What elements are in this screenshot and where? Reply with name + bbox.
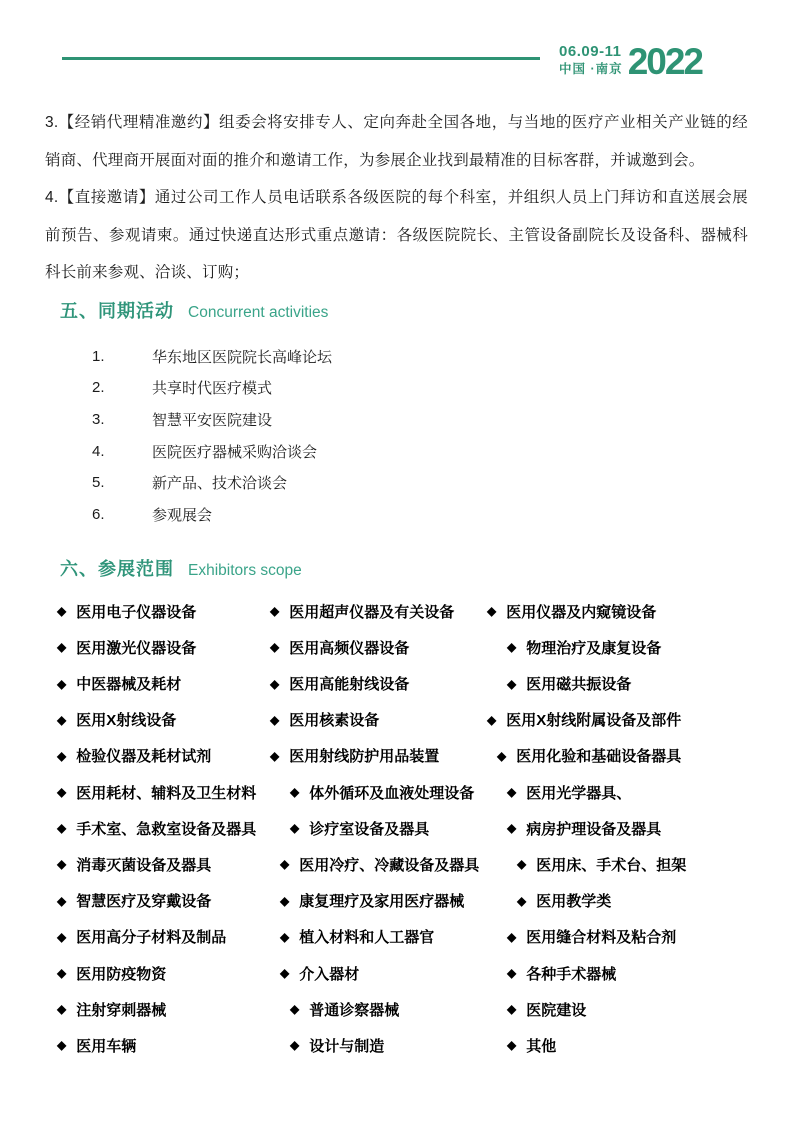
exhibit-label: 介入器材: [299, 965, 360, 983]
diamond-bullet-icon: ◆: [487, 712, 497, 727]
activity-label: 参观展会: [152, 506, 213, 524]
activity-item: [45, 435, 748, 467]
exhibit-label: 医用冷疗、冷藏设备及器具: [299, 856, 480, 874]
paragraph-distributor-invitation: 3.【经销代理精准邀约】组委会将安排专人、定向奔赴全国各地，与当地的医疗产业相关产业链的经销商、代理商开展面对面的推介和邀请工作，为参展企业找到最精准的目标客群，并诚邀到会。: [45, 114, 748, 169]
diamond-bullet-icon: ◆: [280, 929, 290, 944]
exhibit-item: [45, 593, 260, 629]
diamond-bullet-icon: ◆: [280, 857, 290, 872]
exhibit-item: [480, 810, 748, 846]
exhibit-item: [480, 991, 748, 1027]
diamond-bullet-icon: ◆: [270, 748, 280, 763]
exhibit-item: [260, 593, 480, 629]
diamond-bullet-icon: ◆: [280, 966, 290, 981]
exhibit-item: [260, 846, 480, 882]
exhibit-label: 诊疗室设备及器具: [309, 820, 430, 838]
exhibit-item: [45, 1027, 260, 1063]
activity-label: 共享时代医疗模式: [152, 380, 273, 398]
exhibit-item: [260, 1027, 480, 1063]
exhibit-item: [480, 702, 748, 738]
diamond-bullet-icon: ◆: [517, 857, 527, 872]
exhibit-label: 医用车辆: [76, 1037, 137, 1055]
exhibit-item: [480, 1027, 748, 1063]
exhibit-label: 植入材料和人工器官: [299, 929, 435, 947]
diamond-bullet-icon: ◆: [497, 748, 507, 763]
exhibit-item: [260, 774, 480, 810]
exhibit-label: 设计与制造: [309, 1037, 385, 1055]
exhibitors-grid: [45, 593, 748, 1063]
exhibit-label: 医用X射线设备: [76, 712, 177, 730]
exhibit-item: [45, 919, 260, 955]
diamond-bullet-icon: ◆: [290, 785, 300, 800]
activity-item: [45, 498, 748, 530]
exhibit-label: 智慧医疗及穿戴设备: [76, 893, 212, 911]
activity-number: 5.: [92, 474, 105, 492]
diamond-bullet-icon: ◆: [507, 640, 517, 655]
exhibit-item: [480, 593, 748, 629]
exhibit-label: 消毒灭菌设备及器具: [76, 856, 212, 874]
exhibit-label: 医用超声仪器及有关设备: [289, 603, 455, 621]
exhibit-label: 物理治疗及康复设备: [526, 639, 662, 657]
diamond-bullet-icon: ◆: [507, 821, 517, 836]
exhibit-label: 医用X射线附属设备及部件: [506, 712, 682, 730]
diamond-bullet-icon: ◆: [290, 1002, 300, 1017]
section-exhibitors-scope-heading: [60, 556, 748, 584]
diamond-bullet-icon: ◆: [290, 1038, 300, 1053]
exhibit-item: [45, 665, 260, 701]
activity-label: 医院医疗器械采购洽谈会: [152, 443, 318, 461]
diamond-bullet-icon: ◆: [507, 676, 517, 691]
diamond-bullet-icon: ◆: [57, 1002, 67, 1017]
exhibit-label: 医用化验和基础设备器具: [516, 748, 682, 766]
exhibit-item: [260, 702, 480, 738]
activity-number: 4.: [92, 442, 105, 460]
exhibit-item: [480, 665, 748, 701]
exhibit-item: [260, 991, 480, 1027]
section5-title-zh: 五、同期活动: [60, 300, 174, 321]
concurrent-activities-list: [45, 341, 748, 531]
exhibit-label: 各种手术器械: [526, 965, 617, 983]
exhibit-item: [260, 919, 480, 955]
activity-label: 新产品、技术洽谈会: [152, 475, 288, 493]
exhibit-item: [45, 883, 260, 919]
diamond-bullet-icon: ◆: [57, 712, 67, 727]
exhibit-label: 注射穿刺器械: [76, 1001, 167, 1019]
activity-number: 6.: [92, 505, 105, 523]
exhibit-label: 医用激光仪器设备: [76, 639, 197, 657]
diamond-bullet-icon: ◆: [517, 893, 527, 908]
diamond-bullet-icon: ◆: [57, 893, 67, 908]
activity-label: 华东地区医院院长高峰论坛: [152, 348, 333, 366]
exhibit-item: [45, 955, 260, 991]
exhibit-item: [260, 738, 480, 774]
section6-title-zh: 六、参展范围: [60, 559, 174, 580]
exhibit-item: [45, 846, 260, 882]
exhibit-item: [45, 810, 260, 846]
exhibit-label: 医用高频仪器设备: [289, 639, 410, 657]
diamond-bullet-icon: ◆: [57, 1038, 67, 1053]
exhibit-label: 医院建设: [526, 1001, 587, 1019]
event-year: 2022: [627, 41, 702, 82]
exhibit-label: 医用射线防护用品装置: [289, 748, 440, 766]
event-date: 06.09-11: [559, 43, 622, 60]
exhibit-label: 医用耗材、辅料及卫生材料: [76, 784, 257, 802]
diamond-bullet-icon: ◆: [280, 893, 290, 908]
exhibit-item: [45, 629, 260, 665]
exhibit-item: [480, 629, 748, 665]
exhibit-label: 医用缝合材料及粘合剂: [526, 929, 677, 947]
exhibit-item: [480, 955, 748, 991]
diamond-bullet-icon: ◆: [487, 604, 497, 619]
exhibit-item: [45, 774, 260, 810]
diamond-bullet-icon: ◆: [57, 857, 67, 872]
exhibit-label: 医用核素设备: [289, 712, 380, 730]
exhibit-item: [260, 665, 480, 701]
exhibit-item: [480, 774, 748, 810]
exhibit-label: 康复理疗及家用医疗器械: [299, 893, 465, 911]
exhibit-label: 医用磁共振设备: [526, 676, 632, 694]
exhibit-item: [260, 955, 480, 991]
exhibit-label: 手术室、急救室设备及器具: [76, 820, 257, 838]
diamond-bullet-icon: ◆: [507, 785, 517, 800]
exhibit-item: [45, 738, 260, 774]
activity-number: 2.: [92, 379, 105, 397]
exhibit-label: 中医器械及耗材: [76, 676, 182, 694]
exhibit-label: 医用床、手术台、担架: [536, 856, 687, 874]
diamond-bullet-icon: ◆: [57, 640, 67, 655]
exhibit-label: 医用电子仪器设备: [76, 603, 197, 621]
exhibit-item: [260, 629, 480, 665]
diamond-bullet-icon: ◆: [270, 676, 280, 691]
diamond-bullet-icon: ◆: [290, 821, 300, 836]
activity-number: 3.: [92, 410, 105, 428]
event-logo: [559, 41, 702, 82]
diamond-bullet-icon: ◆: [57, 821, 67, 836]
diamond-bullet-icon: ◆: [57, 676, 67, 691]
event-location: 中国 ·南京: [559, 62, 623, 76]
paragraph-direct-invitation: 4.【直接邀请】通过公司工作人员电话联系各级医院的每个科室，并组织人员上门拜访和直送展会展前预告、参观请柬。通过快递直达形式重点邀请：各级医院院长、主管设备副院长及设备科、器械科科长前来参观、洽谈、订购；: [45, 189, 748, 281]
exhibit-label: 医用光学器具、: [526, 784, 632, 802]
diamond-bullet-icon: ◆: [507, 1038, 517, 1053]
diamond-bullet-icon: ◆: [270, 712, 280, 727]
exhibit-label: 普通诊察器械: [309, 1001, 400, 1019]
exhibit-label: 检验仪器及耗材试剂: [76, 748, 212, 766]
exhibit-item: [480, 883, 748, 919]
diamond-bullet-icon: ◆: [57, 929, 67, 944]
activity-number: 1.: [92, 347, 105, 365]
diamond-bullet-icon: ◆: [270, 640, 280, 655]
diamond-bullet-icon: ◆: [507, 1002, 517, 1017]
event-logo-text: [559, 44, 623, 77]
section-concurrent-activities-heading: [60, 298, 748, 326]
diamond-bullet-icon: ◆: [507, 966, 517, 981]
section5-title-en: Concurrent activities: [188, 303, 329, 321]
exhibit-label: 体外循环及血液处理设备: [309, 784, 475, 802]
diamond-bullet-icon: ◆: [57, 785, 67, 800]
exhibit-item: [260, 810, 480, 846]
exhibit-item: [45, 991, 260, 1027]
diamond-bullet-icon: ◆: [270, 604, 280, 619]
exhibit-label: 其他: [526, 1037, 557, 1055]
activity-item: [45, 404, 748, 436]
diamond-bullet-icon: ◆: [57, 748, 67, 763]
exhibit-item: [480, 846, 748, 882]
exhibit-item: [45, 702, 260, 738]
exhibit-label: 医用仪器及内窥镜设备: [506, 603, 657, 621]
activity-item: [45, 467, 748, 499]
diamond-bullet-icon: ◆: [57, 966, 67, 981]
exhibit-item: [260, 883, 480, 919]
exhibit-item: [480, 919, 748, 955]
diamond-bullet-icon: ◆: [57, 604, 67, 619]
exhibit-label: 病房护理设备及器具: [526, 820, 662, 838]
exhibit-label: 医用防疫物资: [76, 965, 167, 983]
activity-label: 智慧平安医院建设: [152, 411, 273, 429]
section6-title-en: Exhibitors scope: [188, 562, 302, 580]
diamond-bullet-icon: ◆: [507, 929, 517, 944]
activity-item: [45, 372, 748, 404]
exhibit-item: [480, 738, 748, 774]
header-double-rule: [62, 57, 540, 60]
exhibit-label: 医用高能射线设备: [289, 676, 410, 694]
activity-item: [45, 341, 748, 373]
exhibit-label: 医用教学类: [536, 893, 612, 911]
exhibit-label: 医用高分子材料及制品: [76, 929, 227, 947]
